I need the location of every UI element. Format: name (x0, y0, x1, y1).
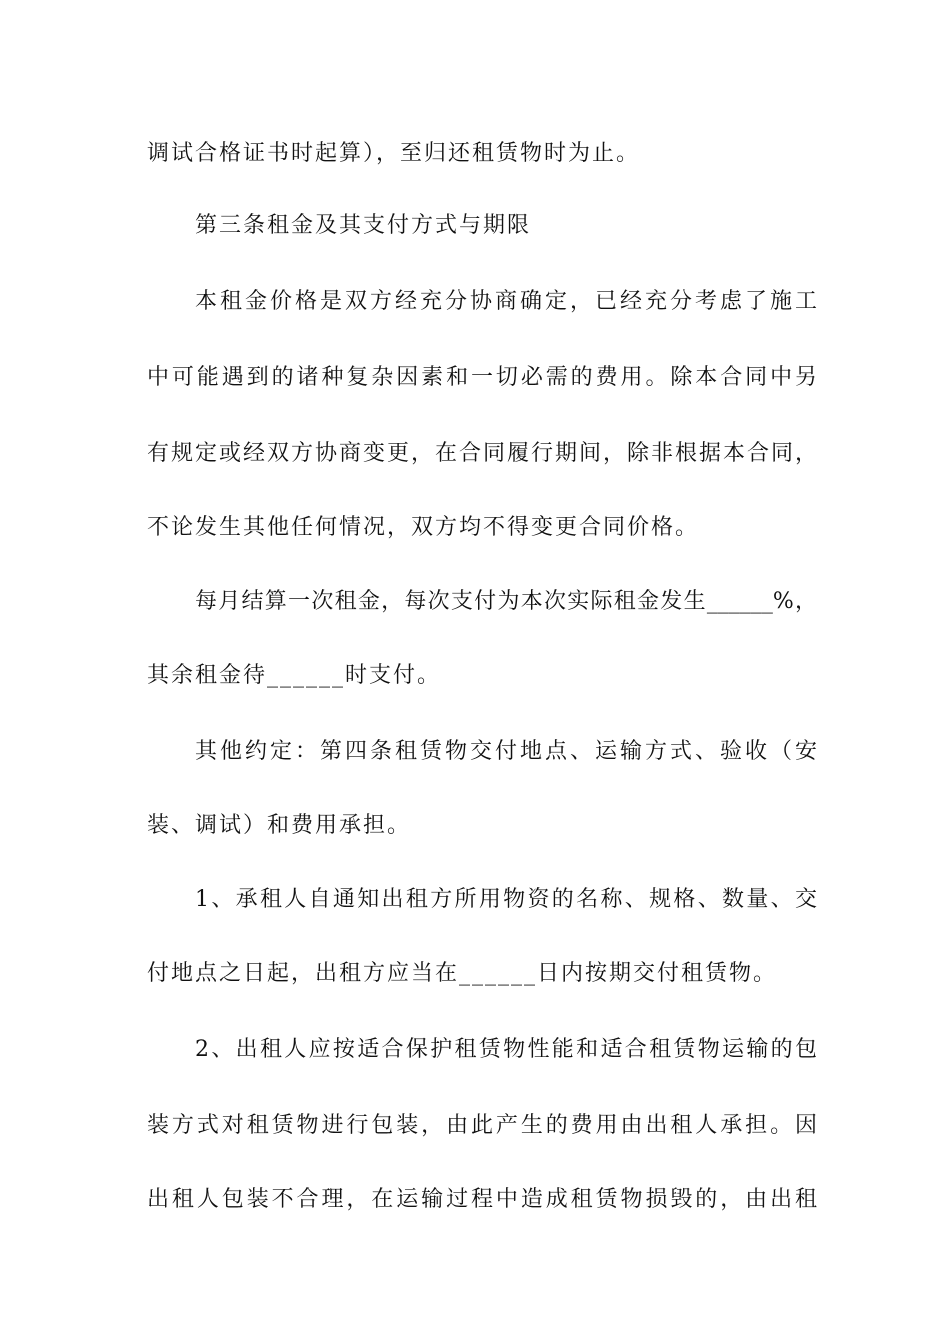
text-line: 每月结算一次租金，每次支付为本次实际租金发生______%， (195, 589, 817, 614)
list-item-2: 2、出租人应按适合保护租赁物性能和适合租赁物运输的包 (195, 1037, 817, 1062)
text-line: 其余租金待______时支付。 (147, 663, 442, 688)
list-item-1: 1、承租人自通知出租方所用物资的名称、规格、数量、交 (195, 887, 817, 912)
text-line: 出租人包装不合理，在运输过程中造成租赁物损毁的，由出租 (147, 1187, 817, 1212)
text-line: 调试合格证书时起算），至归还租赁物时为止。 (147, 141, 641, 166)
text-line: 中可能遇到的诸种复杂因素和一切必需的费用。除本合同中另 (147, 365, 817, 390)
text-line: 付地点之日起，出租方应当在______日内按期交付租赁物。 (147, 961, 778, 986)
section-heading: 第三条租金及其支付方式与期限 (195, 213, 532, 238)
text-line: 装方式对租赁物进行包装，由此产生的费用由出租人承担。因 (147, 1113, 817, 1138)
text-line: 本租金价格是双方经充分协商确定，已经充分考虑了施工 (195, 289, 817, 314)
text-line: 装、调试）和费用承担。 (147, 813, 412, 838)
text-line: 其他约定：第四条租赁物交付地点、运输方式、验收（安 (195, 739, 817, 764)
text-line: 有规定或经双方协商变更，在合同履行期间，除非根据本合同， (147, 441, 817, 466)
text-line: 不论发生其他任何情况，双方均不得变更合同价格。 (147, 515, 700, 540)
